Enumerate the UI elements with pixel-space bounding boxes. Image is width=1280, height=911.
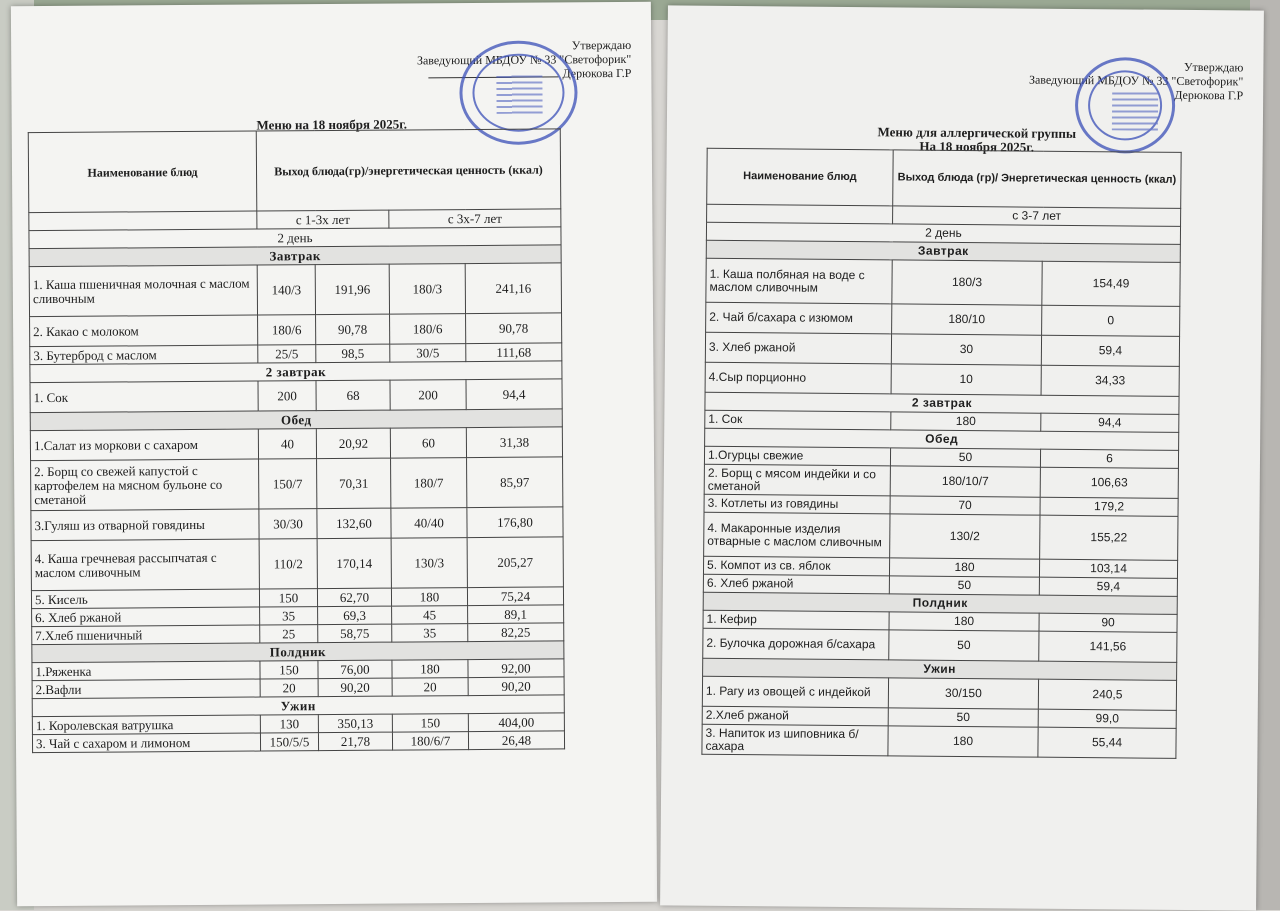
table-row: 1. Каша полбяная на воде с маслом сливочным 180/3 154,49 (706, 258, 1180, 306)
table-row: 2. Булочка дорожная б/сахара 50 141,56 (703, 628, 1177, 662)
section-heading: 2 завтрак (705, 392, 1179, 414)
approval-name: Дерюкова Г.Р (1174, 87, 1244, 103)
approval-position: Заведующий МБДОУ № 33 "Светофорик" (416, 51, 632, 68)
section-heading: Ужин (32, 695, 564, 717)
table-row: 1. Сок 180 94,4 (705, 410, 1179, 432)
table-row: 5. Кисель 150 62,70 180 75,24 (31, 587, 563, 609)
table-row: 1. Кефир 180 90 (703, 610, 1177, 632)
section-heading: Обед (30, 409, 562, 431)
table-row: 3. Напиток из шиповника б/сахара 180 55,44 (702, 724, 1176, 758)
table-row: 2.Хлеб ржаной 50 99,0 (702, 706, 1176, 728)
col-header-output: Выход блюда(гр)/энергетическая ценность (ккал) (256, 129, 561, 211)
table-row: 7.Хлеб пшеничный 25 58,75 35 82,25 (32, 623, 564, 645)
section-heading: Завтрак (706, 240, 1180, 262)
table-row: 3. Котлеты из говядины 70 179,2 (704, 494, 1178, 516)
table-row: 1.Салат из моркови с сахаром 40 20,92 60 31,38 (30, 427, 562, 461)
table-row: 3. Хлеб ржаной 30 59,4 (705, 332, 1179, 366)
menu-table (701, 148, 1181, 759)
day-label: 2 день (29, 227, 561, 249)
table-row: 2. Чай б/сахара с изюмом 180/10 0 (706, 302, 1180, 336)
table-row: 3.Гуляш из отварной говядины 30/30 132,60 40/40 176,80 (31, 507, 563, 541)
menu-table (28, 128, 565, 753)
table-row: 2. Борщ со свежей капустой с картофелем на мясном бульоне со сметаной 150/7 70,31 180/7 85,97 (31, 457, 563, 511)
table-row: 1. Королевская ватрушка 130 350,13 150 404,00 (32, 713, 564, 735)
section-heading: Ужин (703, 658, 1177, 680)
age-group-header: с 3-7 лет (893, 206, 1181, 227)
col-header-name: Наименование блюд (707, 148, 893, 206)
section-heading: 2 завтрак (30, 361, 562, 383)
table-row: 1.Огурцы свежие 50 6 (704, 446, 1178, 468)
col-header-output: Выход блюда (гр)/ Энергетическая ценность (ккал) (893, 150, 1181, 209)
table-row: 5. Компот из св. яблок 180 103,14 (703, 556, 1177, 578)
table-row: 4. Каша гречневая рассыпчатая с маслом сливочным 110/2 170,14 130/3 205,27 (31, 537, 563, 591)
section-heading: Завтрак (29, 245, 561, 267)
table-row: 2. Борщ с мясом индейки и со сметаной 180/10/7 106,63 (704, 464, 1178, 498)
table-row: 1. Рагу из овощей с индейкой 30/150 240,5 (702, 676, 1176, 710)
approval-name: Дерюкова Г.Р (562, 65, 632, 81)
col-header-name: Наименование блюд (28, 131, 257, 213)
table-row: 1. Сок 200 68 200 94,4 (30, 379, 562, 413)
approval-position: Заведующий МБДОУ № 33 "Светофорик" (1028, 72, 1244, 89)
table-row: 4.Сыр порционно 10 34,33 (705, 362, 1179, 396)
section-heading: Обед (705, 428, 1179, 450)
table-row: 3. Бутерброд с маслом 25/5 98,5 30/5 111,68 (30, 343, 562, 365)
day-label: 2 день (706, 222, 1180, 244)
table-row: 3. Чай с сахаром и лимоном 150/5/5 21,78 180/6/7 26,48 (32, 731, 564, 753)
approval-word: Утверждаю (571, 37, 632, 53)
table-row: 6. Хлеб ржаной 50 59,4 (703, 574, 1177, 596)
section-heading: Полдник (32, 641, 564, 663)
approval-word: Утверждаю (1184, 59, 1244, 75)
table-row: 1. Каша пшеничная молочная с маслом сливочным 140/3 191,96 180/3 241,16 (29, 263, 561, 317)
section-heading: Полдник (703, 592, 1177, 614)
table-row: 6. Хлеб ржаной 35 69,3 45 89,1 (32, 605, 564, 627)
age-group-header: с 1-3х лет (257, 210, 389, 229)
table-row: 1.Ряженка 150 76,00 180 92,00 (32, 659, 564, 681)
table-row: 2. Какао с молоком 180/6 90,78 180/6 90,78 (30, 313, 562, 347)
menu-title: Меню на 18 ноября 2025г. (256, 116, 408, 133)
menu-title: Меню для аллергической группы На 18 ноября 2025г. (877, 124, 1077, 155)
menu-sheet-main (11, 2, 657, 906)
age-group-header: с 3х-7 лет (389, 209, 561, 228)
menu-sheet-allergy (660, 5, 1264, 910)
table-row: 2.Вафли 20 90,20 20 90,20 (32, 677, 564, 699)
table-row: 4. Макаронные изделия отварные с маслом сливочным 130/2 155,22 (704, 512, 1178, 560)
